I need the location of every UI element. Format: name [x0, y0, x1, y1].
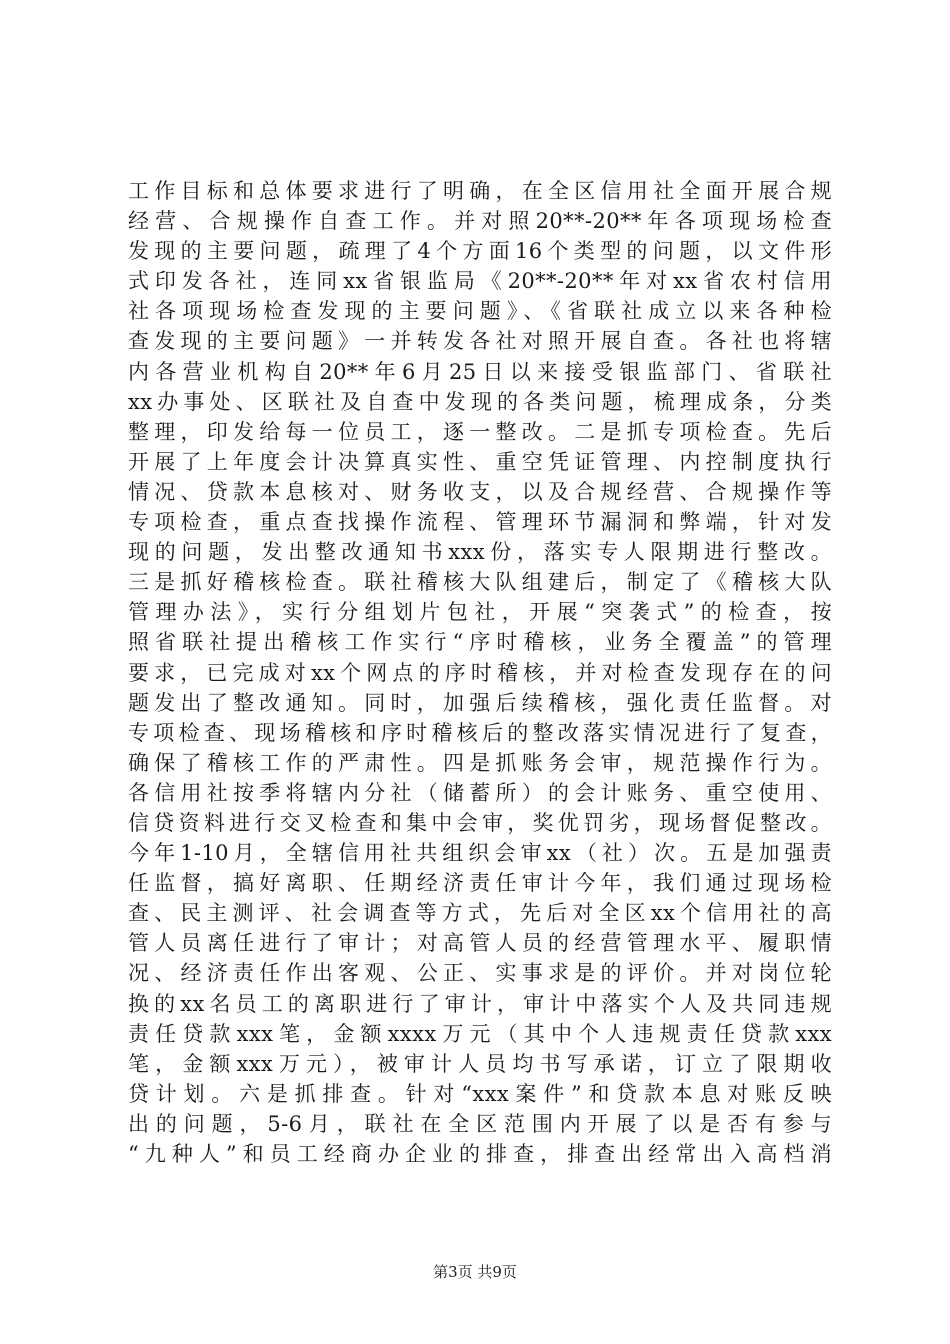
text-line: 任监督，搞好离职、任期经济责任审计今年，我们通过现场检: [128, 871, 832, 896]
text-line: 社各项现场检查发现的主要问题》、《省联社成立以来各种检: [128, 299, 832, 324]
page-number-footer: 第3页 共9页: [433, 1263, 517, 1281]
text-line: 笔，金额xxx万元），被审计人员均书写承诺，订立了限期收: [128, 1051, 832, 1076]
text-line: 发现的主要问题，疏理了4个方面16个类型的问题，以文件形: [128, 239, 832, 264]
text-line: 贷计划。六是抓排查。针对“xxx案件”和贷款本息对账反映: [128, 1081, 832, 1106]
text-line: 经营、合规操作自查工作。并对照20**-20**年各项现场检查: [128, 209, 832, 234]
text-line: 换的xx名员工的离职进行了审计，审计中落实个人及共同违规: [128, 991, 832, 1016]
text-line: 要求，已完成对xx个网点的序时稽核，并对检查发现存在的问: [128, 660, 832, 685]
text-line: xx办事处、区联社及自查中发现的各类问题，梳理成条，分类: [128, 389, 832, 414]
text-line: 信贷资料进行交叉检查和集中会审，奖优罚劣，现场督促整改。: [128, 810, 832, 835]
text-line: 各信用社按季将辖内分社（储蓄所）的会计账务、重空使用、: [128, 780, 832, 805]
text-line: 三是抓好稽核检查。联社稽核大队组建后，制定了《稽核大队: [128, 570, 832, 595]
text-line: 专项检查，重点查找操作流程、管理环节漏洞和弊端，针对发: [128, 510, 832, 535]
text-line: 整理，印发给每一位员工，逐一整改。二是抓专项检查。先后: [128, 419, 832, 444]
text-line: 专项检查、现场稽核和序时稽核后的整改落实情况进行了复查，: [128, 720, 832, 745]
text-line: 责任贷款xxx笔，金额xxxx万元（其中个人违规责任贷款xxx: [128, 1021, 832, 1046]
text-line: 内各营业机构自20**年6月25日以来接受银监部门、省联社: [128, 359, 832, 384]
text-line: 照省联社提出稽核工作实行“序时稽核，业务全覆盖”的管理: [128, 630, 832, 655]
text-line: 管理办法》，实行分组划片包社，开展“突袭式”的检查，按: [128, 600, 832, 625]
document-body: [128, 176, 832, 1169]
text-line: 查、民主测评、社会调查等方式，先后对全区xx个信用社的高: [128, 901, 832, 926]
text-line: 今年1-10月，全辖信用社共组织会审xx（社）次。五是加强责: [128, 841, 832, 866]
text-line: “九种人”和员工经商办企业的排查，排查出经常出入高档消: [128, 1142, 832, 1166]
text-line: 式印发各社，连同xx省银监局《20**-20**年对xx省农村信用: [128, 269, 832, 294]
text-line: 题发出了整改通知。同时，加强后续稽核，强化责任监督。对: [128, 690, 832, 715]
text-line: 况、经济责任作出客观、公正、实事求是的评价。并对岗位轮: [128, 961, 832, 986]
text-line: 情况、贷款本息核对、财务收支，以及合规经营、合规操作等: [128, 479, 832, 504]
text-line: 工作目标和总体要求进行了明确，在全区信用社全面开展合规: [128, 179, 832, 203]
text-line: 查发现的主要问题》一并转发各社对照开展自查。各社也将辖: [128, 329, 832, 354]
text-line: 确保了稽核工作的严肃性。四是抓账务会审，规范操作行为。: [128, 750, 832, 775]
text-line: 管人员离任进行了审计；对高管人员的经营管理水平、履职情: [128, 931, 832, 956]
text-line: 现的问题，发出整改通知书xxx份，落实专人限期进行整改。: [128, 540, 832, 565]
text-line: 出的问题，5-6月，联社在全区范围内开展了以是否有参与: [128, 1111, 832, 1136]
text-line: 开展了上年度会计决算真实性、重空凭证管理、内控制度执行: [128, 449, 832, 474]
